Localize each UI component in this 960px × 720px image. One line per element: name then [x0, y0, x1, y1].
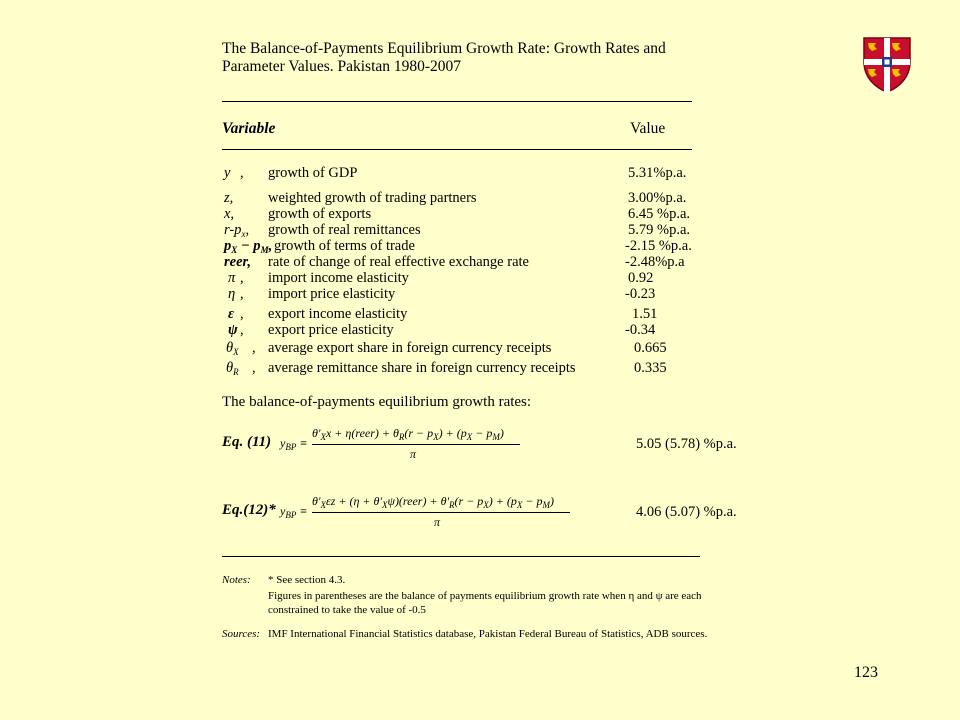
row-symbol: z, — [224, 190, 234, 206]
row-value: 1.51 — [632, 306, 658, 322]
row-symbol: y — [224, 165, 231, 181]
row-separator: , — [252, 360, 256, 376]
eq12-value: 4.06 (5.07) %p.a. — [636, 504, 737, 520]
eq11-denominator: π — [410, 447, 417, 461]
row-symbol: reer, — [224, 254, 251, 270]
row-value: 5.31%p.a. — [628, 165, 687, 181]
eq12-fraction-bar — [312, 512, 570, 513]
row-separator: , — [240, 322, 244, 338]
row-symbol: $\theta_R$ — [226, 360, 239, 377]
eq11-label: Eq. (11) — [222, 434, 272, 450]
eq12-lhs: $y_{BP}$ ≡ — [280, 504, 308, 520]
slide-title — [222, 40, 692, 76]
row-description: weighted growth of trading partners — [268, 190, 477, 206]
university-crest-icon — [862, 36, 912, 94]
row-symbol: $r-p_x$, — [224, 222, 250, 239]
title-line-1: The Balance-of-Payments Equilibrium Growth Rate: Growth Rates and — [222, 40, 666, 57]
top-rule — [222, 101, 692, 102]
row-description: growth of terms of trade — [274, 238, 415, 254]
bottom-rule — [222, 556, 700, 557]
header-variable: Variable — [222, 120, 276, 137]
row-symbol: $\theta_X$ — [226, 340, 239, 357]
page-number: 123 — [854, 664, 878, 681]
eq12-numerator: $\theta'_X\varepsilon z + (\eta$ + $\theta'_X\psi)(reer) + \theta'_R(r - p_X) + (p_X - p_M)$ — [312, 494, 554, 510]
eq11-value: 5.05 (5.78) %p.a. — [636, 436, 737, 452]
row-description: average remittance share in foreign currency receipts — [268, 360, 576, 376]
row-symbol: π — [228, 270, 236, 286]
row-symbol: η — [228, 286, 236, 302]
row-symbol: ψ — [228, 322, 238, 338]
note-2: Figures in parentheses are the balance of payments equilibrium growth rate when η and ψ are each — [268, 590, 702, 602]
row-separator: , — [240, 165, 244, 181]
row-value: -0.34 — [625, 322, 656, 338]
row-separator: , — [240, 270, 244, 286]
row-separator: , — [240, 286, 244, 302]
row-symbol: x, — [224, 206, 235, 222]
eq12-denominator: π — [434, 515, 441, 529]
row-description: export income elasticity — [268, 306, 408, 322]
eq11-fraction-bar — [312, 444, 520, 445]
sources-label: Sources: — [222, 628, 261, 640]
row-description: import price elasticity — [268, 286, 396, 302]
row-value: -0.23 — [625, 286, 656, 302]
sources-text: IMF International Financial Statistics database, Pakistan Federal Bureau of Statistics, ADB sources. — [268, 628, 708, 640]
row-symbol: $p_X - p_M$, — [224, 238, 273, 255]
row-separator: , — [252, 340, 256, 356]
note-3: constrained to take the value of -0.5 — [268, 604, 426, 616]
equations-intro: The balance-of-payments equilibrium growth rates: — [222, 394, 532, 410]
row-description: rate of change of real effective exchange rate — [268, 254, 529, 270]
row-description: growth of exports — [268, 206, 372, 222]
note-1: * See section 4.3. — [268, 574, 346, 586]
title-line-2: Parameter Values. Pakistan 1980-2007 — [222, 58, 462, 75]
row-description: growth of real remittances — [268, 222, 421, 238]
row-description: average export share in foreign currency receipts — [268, 340, 552, 356]
eq12-label: Eq.(12)* — [222, 502, 276, 518]
eq11-fraction — [312, 426, 522, 462]
row-description: growth of GDP — [268, 165, 358, 181]
row-value: 0.92 — [628, 270, 654, 286]
row-value: -2.48%p.a — [625, 254, 685, 270]
row-value: 0.665 — [634, 340, 667, 356]
row-value: 6.45 %p.a. — [628, 206, 691, 222]
row-value: -2.15 %p.a. — [625, 238, 692, 254]
row-description: export price elasticity — [268, 322, 394, 338]
row-value: 3.00%p.a. — [628, 190, 687, 206]
eq12-fraction — [312, 494, 574, 530]
eq11-lhs: $y_{BP}$ ≡ — [280, 436, 308, 452]
header-rule — [222, 149, 692, 150]
eq11-numerator: $\theta'_Xx$ + η(reer) + $\theta_R(r - p_X) + (p_X - p_M)$ — [312, 426, 504, 442]
row-value: 5.79 %p.a. — [628, 222, 691, 238]
row-symbol: ε — [228, 306, 234, 322]
notes-label: Notes: — [222, 574, 251, 586]
header-value: Value — [630, 120, 666, 137]
row-separator: , — [240, 306, 244, 322]
row-value: 0.335 — [634, 360, 667, 376]
row-description: import income elasticity — [268, 270, 409, 286]
